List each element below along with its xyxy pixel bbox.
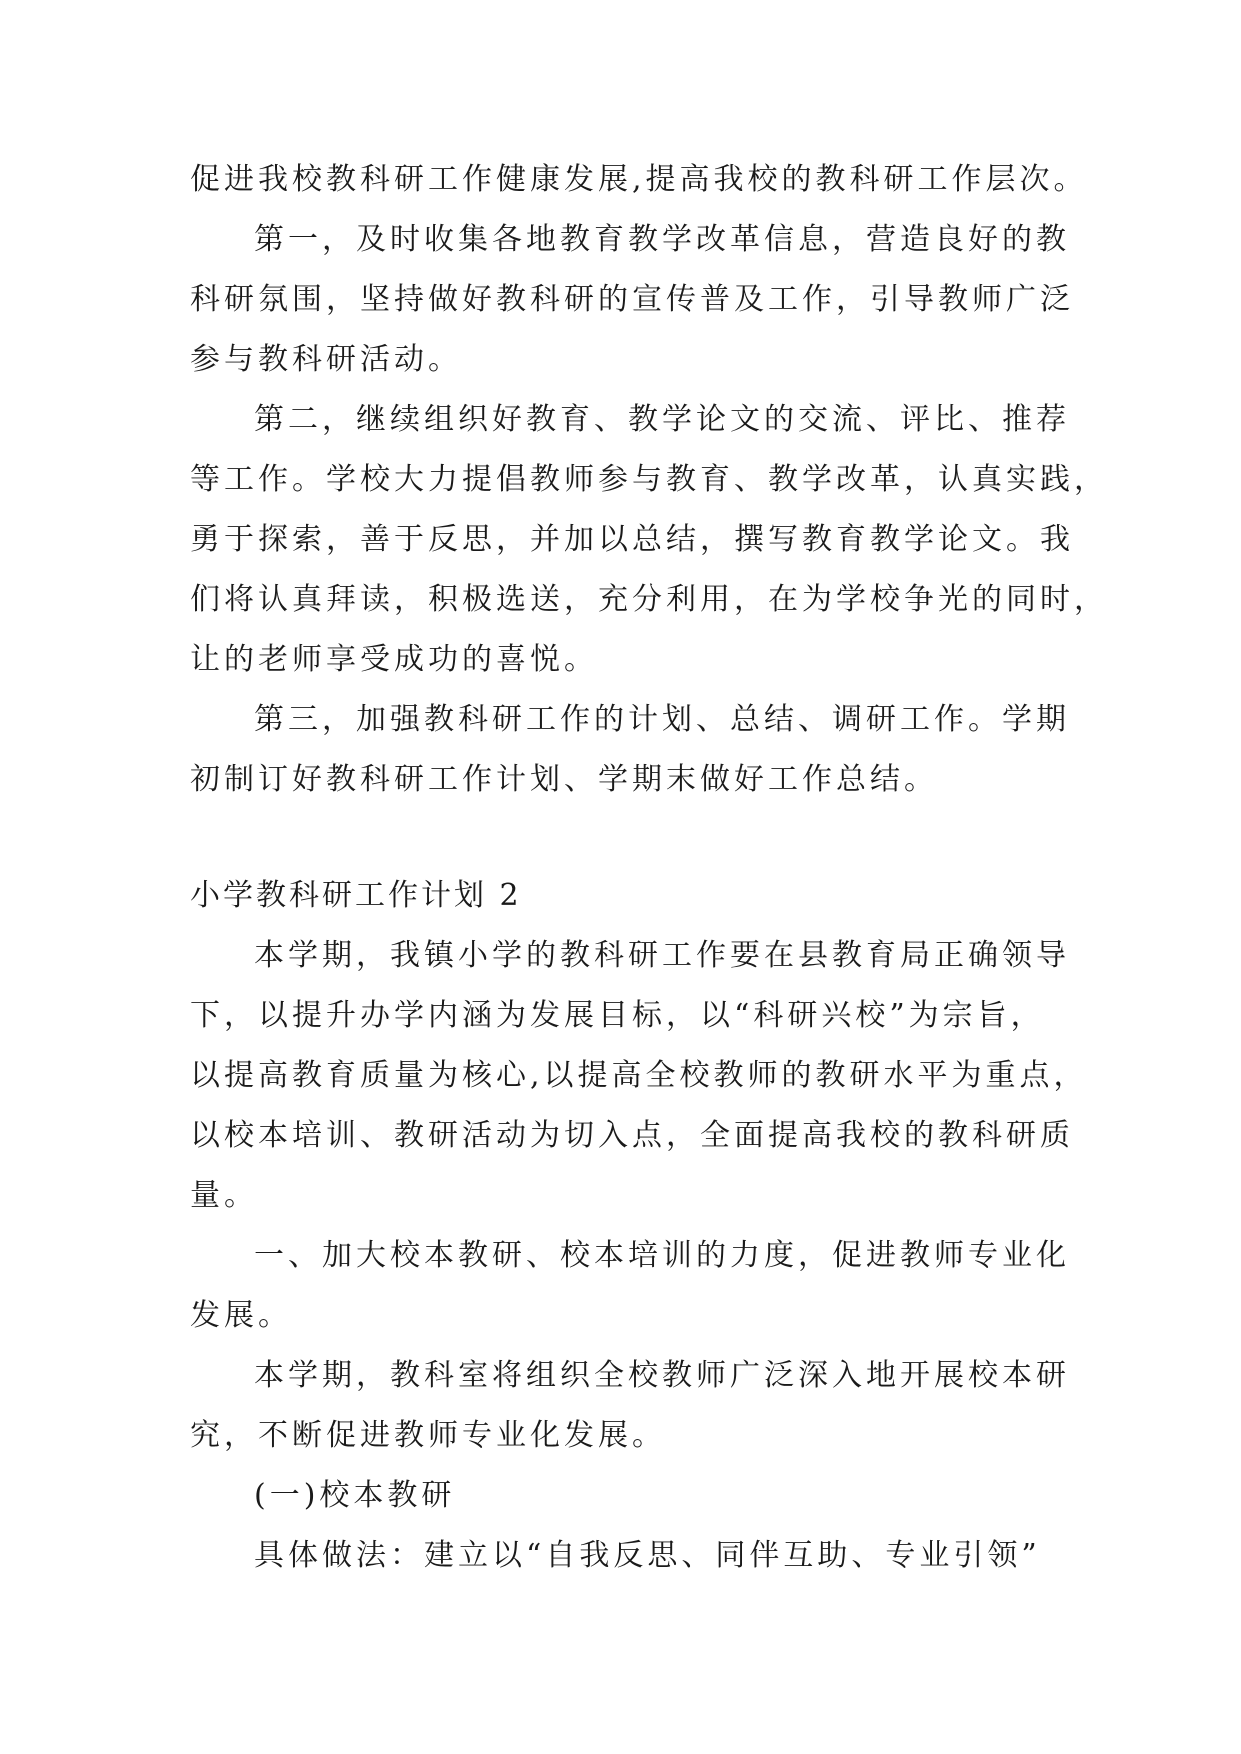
paragraph-line: 初制订好教科研工作计划、学期末做好工作总结。 xyxy=(190,762,938,797)
paragraph-line: 让的老师享受成功的喜悦。 xyxy=(190,642,598,677)
paragraph-line: 参与教科研活动。 xyxy=(190,342,462,377)
paragraph-line: 发展。 xyxy=(190,1298,292,1333)
paragraph-line: 究，不断促进教师专业化发展。 xyxy=(190,1418,666,1453)
paragraph-line: 一、加大校本教研、校本培训的力度，促进教师专业化 xyxy=(254,1238,1070,1273)
section-title: 小学教科研工作计划 2 xyxy=(190,878,522,913)
paragraph-line: 第三，加强教科研工作的计划、总结、调研工作。学期 xyxy=(254,702,1070,737)
paragraph-line: 等工作。学校大力提倡教师参与教育、教学改革，认真实践， xyxy=(190,462,1108,497)
document-body xyxy=(190,150,1108,1586)
paragraph-line: 促进我校教科研工作健康发展,提高我校的教科研工作层次。 xyxy=(190,162,1088,197)
subsection-title: (一)校本教研 xyxy=(254,1478,456,1513)
paragraph-line: 以提高教育质量为核心,以提高全校教师的教研水平为重点， xyxy=(190,1058,1088,1093)
paragraph-line: 下，以提升办学内涵为发展目标，以“科研兴校”为宗旨， xyxy=(190,998,1045,1033)
section-gap xyxy=(190,810,1070,866)
paragraph-line: 以校本培训、教研活动为切入点，全面提高我校的教科研质 xyxy=(190,1118,1074,1153)
paragraph-line: 具体做法：建立以“自我反思、同伴互助、专业引领” xyxy=(254,1538,1041,1573)
paragraph-line: 们将认真拜读，积极选送，充分利用，在为学校争光的同时， xyxy=(190,582,1108,617)
paragraph-line: 本学期，我镇小学的教科研工作要在县教育局正确领导 xyxy=(254,938,1070,973)
paragraph-line: 勇于探索，善于反思，并加以总结，撰写教育教学论文。我 xyxy=(190,522,1074,557)
paragraph-line: 本学期，教科室将组织全校教师广泛深入地开展校本研 xyxy=(254,1358,1070,1393)
paragraph-line: 第二，继续组织好教育、教学论文的交流、评比、推荐 xyxy=(254,402,1070,437)
paragraph-line: 科研氛围，坚持做好教科研的宣传普及工作，引导教师广泛 xyxy=(190,282,1074,317)
paragraph-line: 第一，及时收集各地教育教学改革信息，营造良好的教 xyxy=(254,222,1070,257)
paragraph-line: 量。 xyxy=(190,1178,258,1213)
